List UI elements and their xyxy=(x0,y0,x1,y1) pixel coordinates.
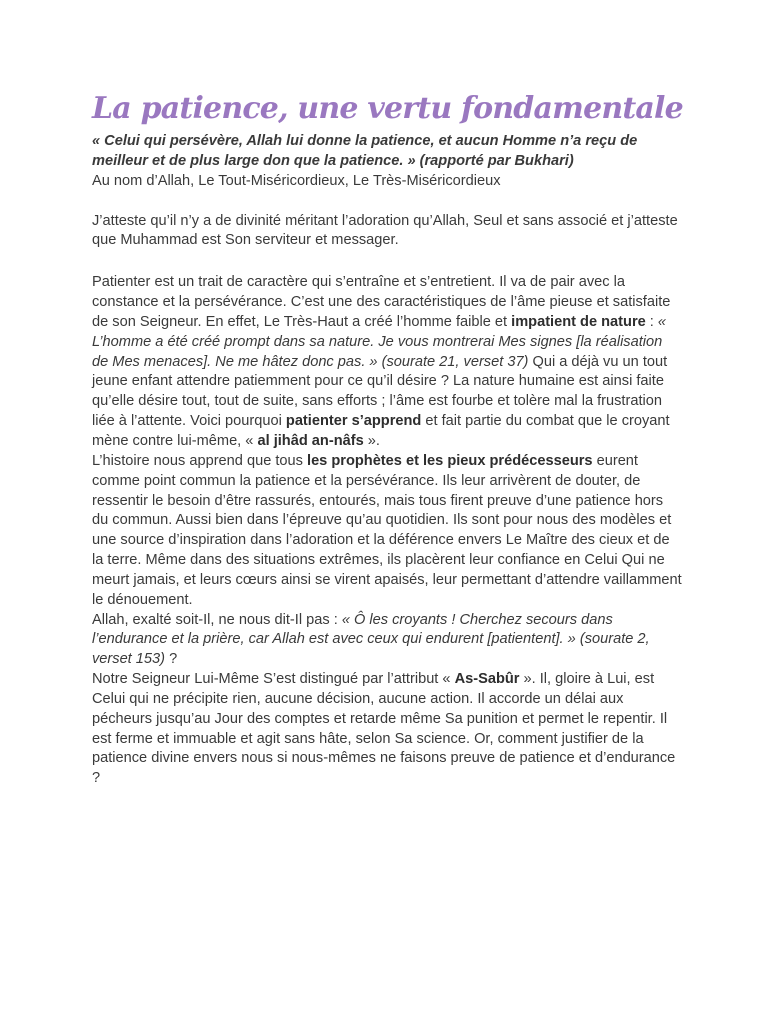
text-span: Allah, exalté soit-Il, ne nous dit-Il pas : xyxy=(92,611,342,628)
text-span: eurent comme point commun la patience et la persévérance. Ils leur arrivèrent de douter, de ressentir le besoin d’être rassurés, entourés, mais tous firent preuve d’une patience hors du commun. Aussi bien dans l’épreuve qu’au quotidien. Ils sont pour nous des modèles et une source d’inspiration dans l’adoration et la déférence envers Le Maître des cieux et de la terre. Même dans des situations extrêmes, ils placèrent leur confiance en Celui Qui ne meurt jamais, et leurs cœurs ainsi se virent apaisés, leur permettant d’attendre vaillamment le dénouement. xyxy=(92,452,682,608)
bold-span: les prophètes et les pieux prédécesseurs xyxy=(307,452,593,469)
basmala-line: Au nom d’Allah, Le Tout-Miséricordieux, Le Très-Miséricordieux xyxy=(92,172,501,189)
bold-span: impatient de nature xyxy=(511,313,646,330)
text-span: L’histoire nous apprend que tous xyxy=(92,452,308,469)
paragraph-prophets xyxy=(92,452,682,611)
epigraph-quote: « Celui qui persévère, Allah lui donne la patience, et aucun Homme n’a reçu de meilleur et de plus large don que la patience. » (rapporté par Bukhari) xyxy=(92,133,638,169)
shahada-paragraph: J’atteste qu’il n’y a de divinité méritant l’adoration qu’Allah, Seul et sans associé et j’atteste que Muhammad est Son serviteur et messager. xyxy=(92,212,678,249)
text-span: ? xyxy=(165,651,178,668)
quran-quote: « Ô les croyants ! Cherchez secours dans l’endurance et la prière, car Allah est avec ceux qui endurent [patientent]. » (sourate 2, verset 153) xyxy=(92,611,650,668)
bold-span: patienter s’apprend xyxy=(285,413,422,430)
quran-quote: « L’homme a été créé prompt dans sa nature. Je vous montrerai Mes signes [la réalisation de Mes menaces]. Ne me hâtez donc pas. » (sourate 21, verset 37) xyxy=(92,313,667,370)
text-span: ». Il, gloire à Lui, est Celui qui ne précipite rien, aucune décision, aucune action. Il accorde un délai aux pécheurs jusqu’au Jour des comptes et retarde même Sa punition et permet le repentir. Il est ferme et immuable et agit sans hâte, selon Sa science. Or, comment justifier de la patience divine envers nous si nous-mêmes ne faisons preuve de patience et d’endurance ? xyxy=(92,671,676,787)
paragraph-verse xyxy=(92,611,682,671)
bold-span: al jihâd an-nâfs xyxy=(257,432,364,449)
text-span: : xyxy=(645,313,658,330)
text-span: et fait partie du combat que le croyant mène contre lui-même, « xyxy=(92,413,670,449)
paragraph-impatience xyxy=(92,273,682,452)
article xyxy=(92,86,682,789)
text-span: Patienter est un trait de caractère qui s’entraîne et s’entretient. Il va de pair avec la constance et la persévérance. C’est une des caractéristiques de l’âme pieuse et satisfaite de son Seigneur. En effet, Le Très-Haut a créé l’homme faible et xyxy=(92,274,671,330)
bold-span: As-Sabûr xyxy=(454,671,520,688)
text-span: Qui a déjà vu un tout jeune enfant attendre patiemment pour ce qu’il désire ? La nature humaine est ainsi faite qu’elle désire tout, tout de suite, sans efforts ; l’âme est fourbe et tolère mal la frustration liée à l’attente. Voici pourquoi xyxy=(92,353,668,430)
article-title: La patience, une vertu fondamentale xyxy=(92,91,683,126)
paragraph-as-sabur xyxy=(92,670,682,789)
text-span: Notre Seigneur Lui-Même S’est distingué par l’attribut « xyxy=(92,671,455,688)
text-span: ». xyxy=(363,432,380,449)
